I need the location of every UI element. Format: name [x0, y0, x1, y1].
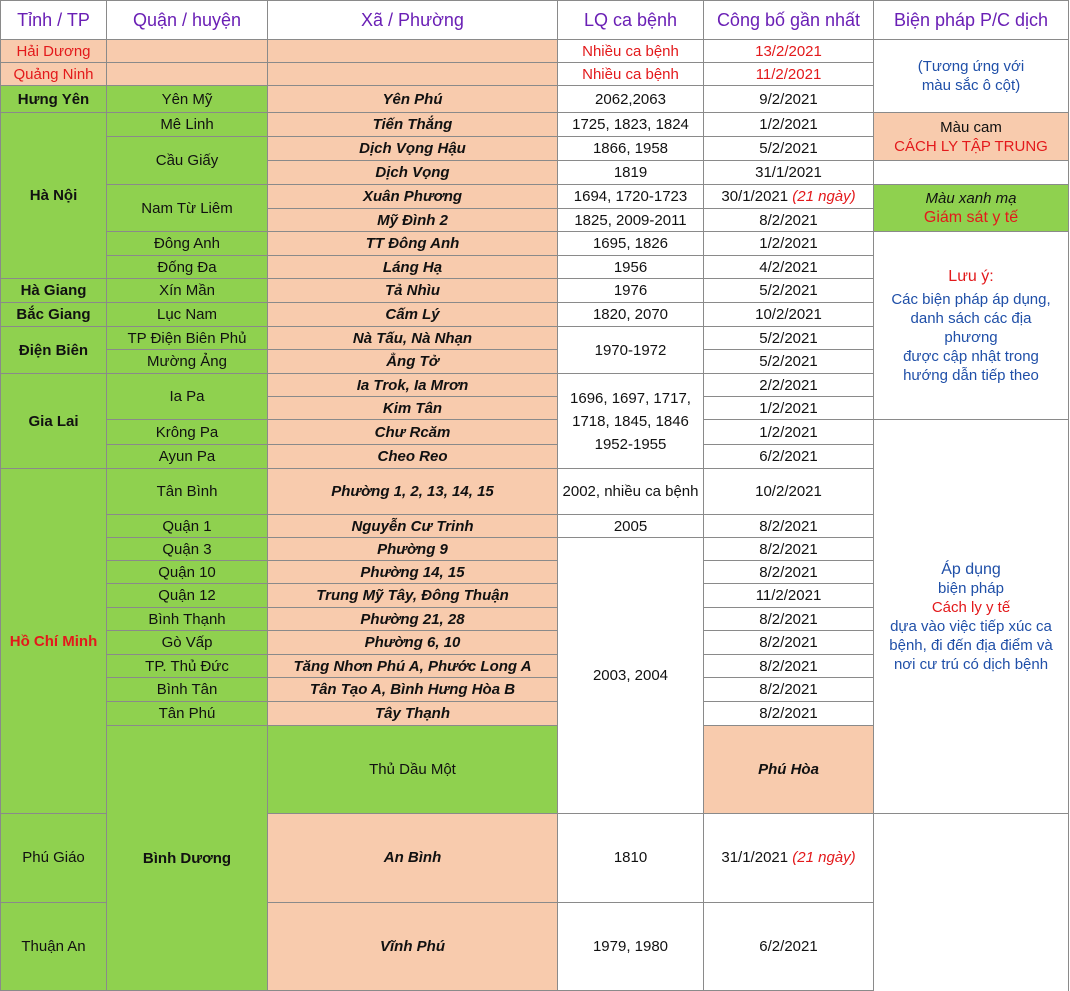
ward-cell: Phú Hòa	[704, 726, 874, 814]
date-cell: 13/2/2021	[704, 40, 874, 63]
ward-cell: Láng Hạ	[268, 256, 558, 279]
ward-cell: Dịch Vọng Hậu	[268, 137, 558, 161]
quarantine-note: (21 ngày)	[792, 849, 856, 867]
ward-cell: Mỹ Đình 2	[268, 209, 558, 232]
apply-highlight: Cách ly y tế	[931, 598, 1011, 616]
province-cell: Hải Dương	[1, 40, 107, 63]
orange-legend-title: Màu cam	[940, 118, 1002, 136]
ward-cell: Vĩnh Phú	[268, 902, 558, 990]
district-cell: Mường Ảng	[107, 350, 268, 374]
green-legend-title: Màu xanh mạ	[925, 190, 1017, 207]
header-date: Công bố gần nhất	[704, 1, 874, 40]
district-cell: Thủ Dầu Một	[268, 726, 558, 814]
district-cell: Xín Mần	[107, 279, 268, 303]
ward-cell	[268, 40, 558, 63]
ward-cell: Phường 1, 2, 13, 14, 15	[268, 469, 558, 515]
lq-cell: 1819	[558, 161, 704, 185]
date-cell: 6/2/2021	[704, 445, 874, 469]
date-cell: 1/2/2021	[704, 420, 874, 445]
province-cell: Bình Dương	[107, 726, 268, 991]
district-cell: Bình Thạnh	[107, 608, 268, 631]
lq-cell: 1820, 2070	[558, 303, 704, 327]
lq-cell: 1825, 2009-2011	[558, 209, 704, 232]
province-cell: Hà Giang	[1, 279, 107, 303]
ward-cell: Tăng Nhơn Phú A, Phước Long A	[268, 655, 558, 678]
date-cell: 8/2/2021	[704, 631, 874, 655]
ward-cell: Tiến Thắng	[268, 113, 558, 137]
header-province: Tỉnh / TP	[1, 1, 107, 40]
district-cell	[107, 40, 268, 63]
district-cell: Quận 10	[107, 561, 268, 584]
ward-cell: Nà Tấu, Nà Nhạn	[268, 327, 558, 350]
district-cell: Tân Bình	[107, 469, 268, 515]
ward-cell: Ẳng Tở	[268, 350, 558, 374]
ward-cell	[268, 63, 558, 86]
district-cell: Tân Phú	[107, 702, 268, 726]
ward-cell: Trung Mỹ Tây, Đông Thuận	[268, 584, 558, 608]
table-row	[1, 420, 1069, 445]
note-title: Lưu ý:	[948, 267, 994, 285]
province-cell: Quảng Ninh	[1, 63, 107, 86]
lq-cell: 2005	[558, 515, 704, 538]
date-cell: 8/2/2021	[704, 678, 874, 702]
green-legend-cell	[874, 185, 1069, 232]
ward-cell: Tân Tạo A, Bình Hưng Hòa B	[268, 678, 558, 702]
date-cell: 8/2/2021	[704, 702, 874, 726]
district-cell: Quận 12	[107, 584, 268, 608]
date-cell: 10/2/2021	[704, 469, 874, 515]
district-cell: Quận 3	[107, 538, 268, 561]
date-cell: 10/2/2021	[704, 303, 874, 327]
district-cell: Quận 1	[107, 515, 268, 538]
district-cell: TP Điện Biên Phủ	[107, 327, 268, 350]
apply-title: Áp dụng	[941, 560, 1001, 578]
district-cell: TP. Thủ Đức	[107, 655, 268, 678]
district-cell: Ayun Pa	[107, 445, 268, 469]
date-cell: 11/2/2021	[704, 584, 874, 608]
district-cell: Mê Linh	[107, 113, 268, 137]
ward-cell: Nguyễn Cư Trinh	[268, 515, 558, 538]
orange-legend-label: CÁCH LY TẬP TRUNG	[894, 137, 1048, 155]
date-cell: 2/2/2021	[704, 374, 874, 397]
ward-cell: Dịch Vọng	[268, 161, 558, 185]
province-cell: Hồ Chí Minh	[1, 469, 107, 814]
lq-cell: 1970-1972	[558, 327, 704, 374]
ward-cell: An Bình	[268, 814, 558, 902]
note-cell: Áp dụng biện pháp Cách ly y tế dựa vào việc tiếp xúc ca bệnh, đi đến địa điểm và nơi cư trú có dịch bệnh	[874, 420, 1069, 814]
date-cell: 5/2/2021	[704, 137, 874, 161]
green-legend-label: Giám sát y tế	[923, 209, 1019, 226]
province-cell: Hà Nội	[1, 113, 107, 279]
table-row	[1, 40, 1069, 63]
ward-cell: Kim Tân	[268, 397, 558, 420]
table-row	[1, 232, 1069, 256]
date-cell: 9/2/2021	[704, 86, 874, 113]
table-row	[1, 185, 1069, 209]
header-district: Quận / huyện	[107, 1, 268, 40]
lq-cell: 1725, 1823, 1824	[558, 113, 704, 137]
district-cell: Bình Tân	[107, 678, 268, 702]
ward-cell: Chư Rcăm	[268, 420, 558, 445]
ward-cell: Phường 6, 10	[268, 631, 558, 655]
date-cell: 5/2/2021	[704, 327, 874, 350]
ward-cell: Yên Phú	[268, 86, 558, 113]
lq-cell: 1694, 1720-1723	[558, 185, 704, 209]
province-cell: Bắc Giang	[1, 303, 107, 327]
district-cell: Phú Giáo	[1, 814, 107, 902]
header-measures: Biện pháp P/C dịch	[874, 1, 1069, 40]
district-cell: Nam Từ Liêm	[107, 185, 268, 232]
date-cell: 6/2/2021	[704, 902, 874, 990]
quarantine-note: (21 ngày)	[792, 188, 856, 205]
date-cell: 8/2/2021	[704, 608, 874, 631]
date-cell: 5/2/2021	[704, 279, 874, 303]
table-row	[1, 113, 1069, 137]
lq-cell: 1866, 1958	[558, 137, 704, 161]
province-cell: Điện Biên	[1, 327, 107, 374]
header-row	[1, 1, 1069, 40]
orange-legend-cell	[874, 113, 1069, 161]
lq-cell: 2002, nhiều ca bệnh	[558, 469, 704, 515]
date-cell: 8/2/2021	[704, 538, 874, 561]
district-cell: Cầu Giấy	[107, 137, 268, 185]
legend-note: (Tương ứng với màu sắc ô cột)	[874, 40, 1069, 113]
province-cell: Gia Lai	[1, 374, 107, 469]
date-cell: 8/2/2021	[704, 209, 874, 232]
ward-cell: Phường 14, 15	[268, 561, 558, 584]
date-cell: 31/1/2021 (21 ngày)	[704, 814, 874, 902]
district-cell: Ia Pa	[107, 374, 268, 420]
lq-cell: 1695, 1826	[558, 232, 704, 256]
district-cell: Yên Mỹ	[107, 86, 268, 113]
note-cell: Lưu ý: Các biện pháp áp dụng, danh sách các địa phương được cập nhật trong hướng dẫn tiếp theo	[874, 232, 1069, 420]
date-cell: 8/2/2021	[704, 655, 874, 678]
date-cell: 8/2/2021	[704, 561, 874, 584]
blank-cell	[874, 161, 1069, 185]
district-cell: Đống Đa	[107, 256, 268, 279]
ward-cell: Cheo Reo	[268, 445, 558, 469]
date-cell: 31/1/2021	[704, 161, 874, 185]
lq-cell: Nhiều ca bệnh	[558, 63, 704, 86]
date-cell: 1/2/2021	[704, 113, 874, 137]
ward-cell: TT Đông Anh	[268, 232, 558, 256]
header-lq: LQ ca bệnh	[558, 1, 704, 40]
district-cell: Đông Anh	[107, 232, 268, 256]
lq-cell: Nhiều ca bệnh	[558, 40, 704, 63]
district-cell: Gò Vấp	[107, 631, 268, 655]
ward-cell: Phường 21, 28	[268, 608, 558, 631]
district-cell: Lục Nam	[107, 303, 268, 327]
lq-cell: 2062,2063	[558, 86, 704, 113]
lq-cell: 1696, 1697, 1717, 1718, 1845, 1846 1952-1955	[558, 374, 704, 469]
date-cell: 8/2/2021	[704, 515, 874, 538]
ward-cell: Ia Trok, Ia Mrơn	[268, 374, 558, 397]
district-cell: Thuận An	[1, 902, 107, 990]
lq-cell: 1956	[558, 256, 704, 279]
district-cell	[107, 63, 268, 86]
ward-cell: Tả Nhìu	[268, 279, 558, 303]
lq-cell: 1979, 1980	[558, 902, 704, 990]
date-cell: 1/2/2021	[704, 397, 874, 420]
date-cell: 5/2/2021	[704, 350, 874, 374]
lq-cell: 2003, 2004	[558, 538, 704, 814]
ward-cell: Xuân Phương	[268, 185, 558, 209]
lq-cell: 1976	[558, 279, 704, 303]
lq-cell: 1810	[558, 814, 704, 902]
date-cell: 4/2/2021	[704, 256, 874, 279]
district-cell: Krông Pa	[107, 420, 268, 445]
province-cell: Hưng Yên	[1, 86, 107, 113]
header-ward: Xã / Phường	[268, 1, 558, 40]
date-cell: 1/2/2021	[704, 232, 874, 256]
date-cell: 11/2/2021	[704, 63, 874, 86]
ward-cell: Cấm Lý	[268, 303, 558, 327]
ward-cell: Phường 9	[268, 538, 558, 561]
date-cell: 30/1/2021 (21 ngày)	[704, 185, 874, 209]
ward-cell: Tây Thạnh	[268, 702, 558, 726]
